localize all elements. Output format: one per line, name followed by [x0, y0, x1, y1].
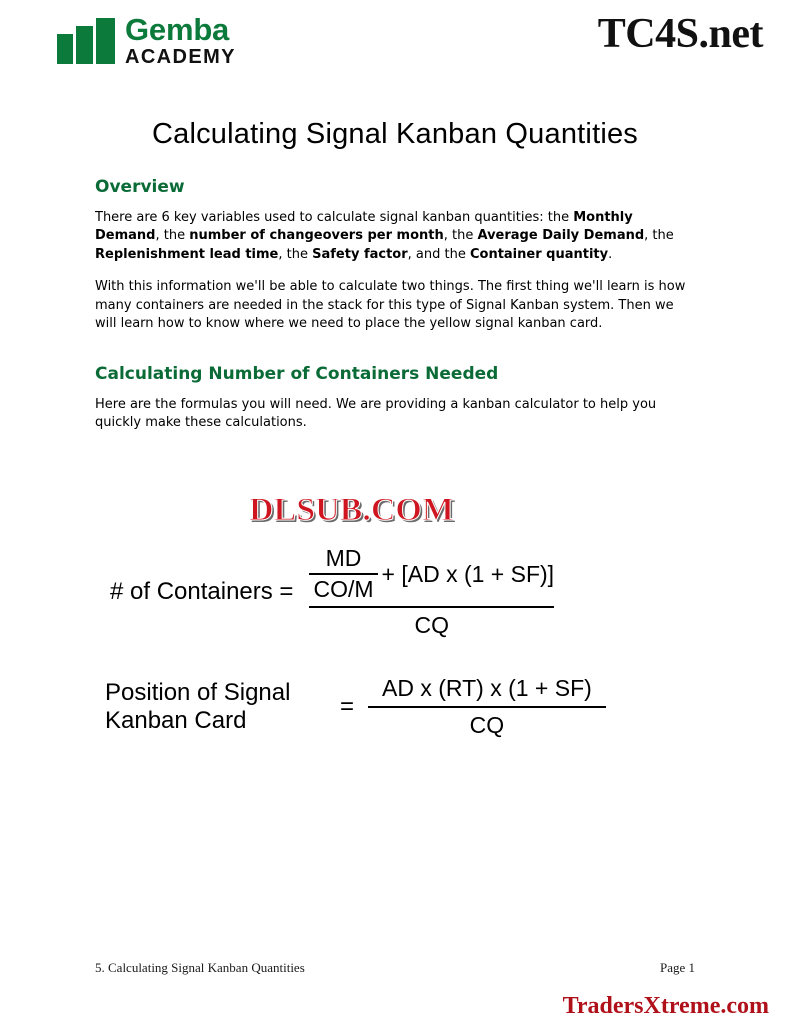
bottom-right-watermark: TradersXtreme.com: [562, 993, 769, 1019]
footer-page-number: Page 1: [659, 960, 695, 975]
formula-position-numerator: AD x (RT) x (1 + SF): [382, 675, 592, 701]
top-right-watermark: TC4S.net: [597, 11, 763, 57]
formula-position-label: Position of Signal Kanban Card: [105, 678, 291, 734]
formula-containers-label: # of Containers =: [110, 578, 294, 605]
logo-primary-text: Gemba: [125, 12, 230, 47]
formula-containers-numerator-rest: + [AD x (1 + SF)]: [381, 560, 555, 587]
footer-left-text: 5. Calculating Signal Kanban Quantities: [95, 960, 305, 975]
gemba-academy-logo: [57, 14, 236, 67]
section-heading-overview: Overview: [95, 177, 185, 197]
center-watermark: DLSUB.COM: [249, 492, 454, 528]
formula-position: [105, 675, 606, 739]
formula-position-equals: =: [340, 693, 355, 720]
page-footer: [95, 960, 695, 976]
logo-secondary-text: ACADEMY: [125, 46, 236, 68]
formula-containers-inner-denominator: CO/M: [309, 573, 377, 603]
page-header: [0, 8, 791, 86]
formula-containers-inner-fraction: [309, 545, 377, 603]
document-body: [95, 118, 695, 447]
section-heading-containers: Calculating Number of Containers Needed: [95, 363, 499, 384]
formula-containers: [110, 545, 554, 639]
page-title: Calculating Signal Kanban Quantities: [151, 118, 638, 150]
formula-containers-inner-numerator: MD: [325, 545, 362, 571]
formula-containers-denominator: CQ: [309, 606, 554, 639]
factory-icon: [57, 18, 115, 64]
containers-paragraph-1: Here are the formulas you will need. We are providing a kanban calculator to help you quickly make these calculations.: [95, 396, 657, 431]
overview-paragraph-2: With this information we'll be able to calculate two things. The first thing we'll learn is how many containers are needed in the stack for this type of Signal Kanban system. Then we will learn how to know where we need to place the yellow signal kanban card.: [95, 279, 686, 332]
overview-paragraph-1: There are 6 key variables used to calculate signal kanban quantities: the Monthly Demand, the number of changeovers per month, the Average Daily Demand, the Replenishment lead time, the Safety factor, and the Container quantity.: [95, 210, 674, 262]
formula-position-denominator: CQ: [368, 706, 606, 739]
